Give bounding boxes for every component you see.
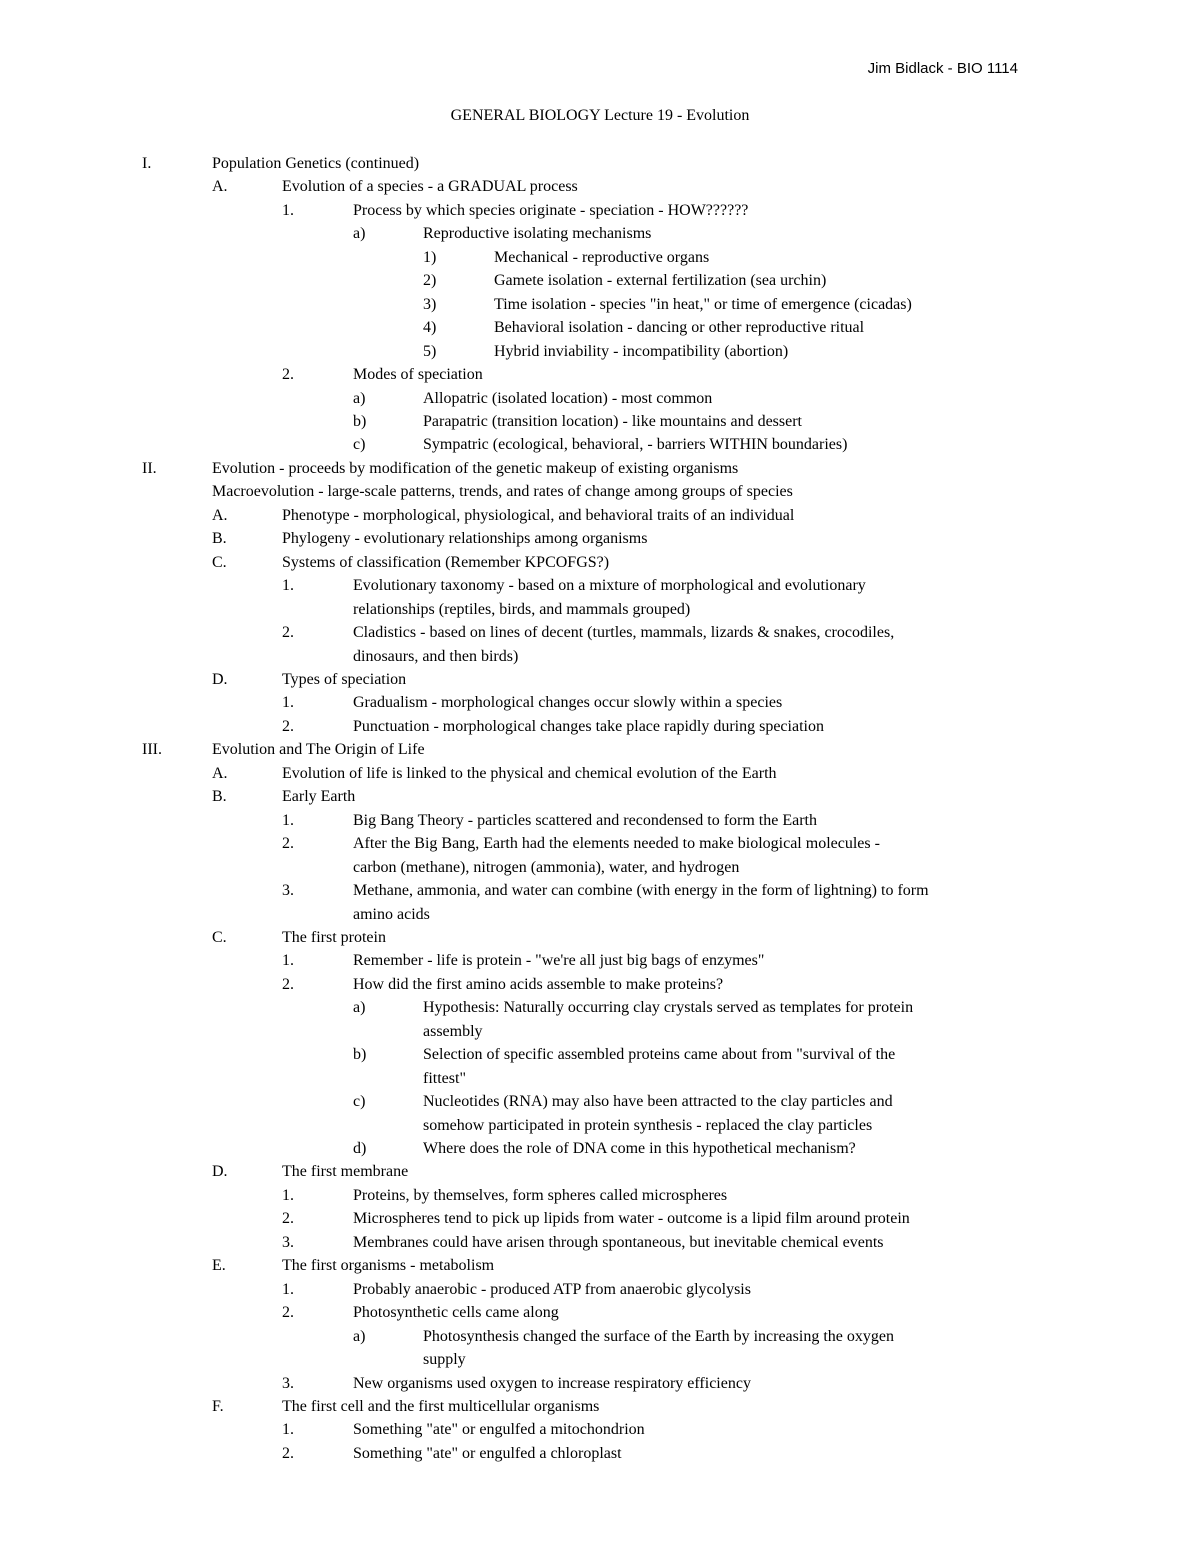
outline-item-number: c)	[353, 436, 366, 454]
outline-item-number: 1.	[282, 201, 294, 219]
outline-item-number: d)	[353, 1140, 367, 1158]
outline-item-text: Time isolation - species "in heat," or time of emergence (cicadas)	[494, 295, 912, 313]
outline-item	[0, 809, 1200, 832]
outline-item	[0, 738, 1200, 761]
outline-item-number: 1.	[282, 952, 294, 970]
outline-item	[0, 574, 1200, 597]
outline-item-number: 1.	[282, 1421, 294, 1439]
outline-item-text: After the Big Bang, Earth had the elements needed to make biological molecules -	[353, 835, 880, 853]
outline-item	[0, 1207, 1200, 1230]
outline-item-text: Behavioral isolation - dancing or other reproductive ritual	[494, 319, 865, 337]
outline-item-text: Parapatric (transition location) - like mountains and dessert	[423, 412, 802, 430]
outline-item-number: a)	[353, 999, 366, 1017]
outline-item-text: Cladistics - based on lines of decent (turtles, mammals, lizards & snakes, crocodiles,	[353, 624, 895, 642]
outline-item-number: C.	[212, 928, 227, 946]
outline-item-text: Gradualism - morphological changes occur slowly within a species	[353, 694, 783, 712]
outline-item	[0, 1137, 1200, 1160]
outline-item-text: Photosynthetic cells came along	[353, 1304, 559, 1322]
outline-item	[0, 1301, 1200, 1324]
outline-item-text: Sympatric (ecological, behavioral, - barriers WITHIN boundaries)	[423, 436, 848, 454]
outline-item	[0, 410, 1200, 433]
outline-item	[0, 949, 1200, 972]
outline-item	[0, 1090, 1200, 1113]
outline-item-text: Evolution of life is linked to the physical and chemical evolution of the Earth	[282, 764, 777, 782]
outline-item	[0, 1372, 1200, 1395]
outline-item-text: The first protein	[282, 928, 386, 946]
outline-item-number: C.	[212, 553, 227, 571]
outline-item	[0, 973, 1200, 996]
outline-item-number: I.	[142, 155, 152, 172]
outline-item-text: How did the first amino acids assemble to make proteins?	[353, 975, 724, 993]
outline-item	[0, 1067, 1200, 1090]
outline-item-number: 2.	[282, 835, 294, 853]
outline-item-text: Early Earth	[282, 788, 356, 806]
author-course-header: Jim Bidlack - BIO 1114	[867, 60, 1018, 77]
outline-item-text: Proteins, by themselves, form spheres called microspheres	[353, 1186, 728, 1204]
outline-item-text: Allopatric (isolated location) - most common	[423, 389, 713, 407]
lecture-outline	[0, 152, 1200, 1465]
outline-item-text: Modes of speciation	[353, 366, 483, 384]
outline-item	[0, 363, 1200, 386]
outline-item	[0, 996, 1200, 1019]
outline-item-text: The first membrane	[282, 1163, 409, 1181]
outline-item	[0, 1325, 1200, 1348]
outline-item-number: B.	[212, 788, 227, 806]
outline-item-number: a)	[353, 225, 366, 243]
outline-item-text: Systems of classification (Remember KPCOFGS?)	[282, 553, 610, 571]
outline-item	[0, 1442, 1200, 1465]
outline-item	[0, 1184, 1200, 1207]
outline-item-text: Phylogeny - evolutionary relationships among organisms	[282, 530, 648, 548]
outline-item-number: 4)	[423, 319, 437, 337]
outline-item	[0, 668, 1200, 691]
outline-item	[0, 222, 1200, 245]
outline-item	[0, 1254, 1200, 1277]
outline-item-text: Process by which species originate - speciation - HOW??????	[353, 201, 749, 219]
outline-item	[0, 246, 1200, 269]
outline-item	[0, 1348, 1200, 1371]
outline-item-number: 2.	[282, 624, 294, 642]
outline-item	[0, 879, 1200, 902]
outline-item-text: carbon (methane), nitrogen (ammonia), water, and hydrogen	[353, 858, 740, 876]
outline-item-text: Punctuation - morphological changes take place rapidly during speciation	[353, 717, 824, 735]
outline-item	[0, 480, 1200, 503]
outline-item-number: 2.	[282, 975, 294, 993]
outline-item	[0, 152, 1200, 175]
outline-item-number: 2.	[282, 366, 294, 384]
outline-item-text: Hypothesis: Naturally occurring clay crystals served as templates for protein	[423, 999, 914, 1017]
outline-item-number: II.	[142, 459, 157, 477]
outline-item-number: 3.	[282, 882, 294, 900]
outline-item-text: assembly	[423, 1022, 483, 1040]
outline-item	[0, 1114, 1200, 1137]
outline-item	[0, 1160, 1200, 1183]
outline-item	[0, 340, 1200, 363]
outline-item	[0, 1020, 1200, 1043]
outline-item-number: b)	[353, 1046, 367, 1064]
outline-item-text: Reproductive isolating mechanisms	[423, 225, 652, 243]
outline-item-text: The first cell and the first multicellular organisms	[282, 1398, 600, 1416]
outline-item	[0, 551, 1200, 574]
outline-item-text: Evolutionary taxonomy - based on a mixture of morphological and evolutionary	[353, 577, 866, 595]
outline-item-text: Nucleotides (RNA) may also have been attracted to the clay particles and	[423, 1093, 893, 1111]
outline-item	[0, 457, 1200, 480]
outline-item	[0, 1278, 1200, 1301]
outline-item-number: 3)	[423, 295, 437, 313]
outline-item-text: Gamete isolation - external fertilization (sea urchin)	[494, 272, 827, 290]
outline-item-text: Hybrid inviability - incompatibility (abortion)	[494, 342, 789, 360]
outline-item-number: 3.	[282, 1233, 294, 1251]
outline-item-number: c)	[353, 1093, 366, 1111]
outline-item-number: b)	[353, 412, 367, 430]
outline-item-text: Types of speciation	[282, 670, 407, 688]
outline-item	[0, 715, 1200, 738]
outline-item-text: Evolution and The Origin of Life	[212, 741, 425, 759]
outline-item-number: A.	[212, 764, 228, 782]
outline-item	[0, 175, 1200, 198]
outline-item-number: 1.	[282, 694, 294, 712]
outline-item	[0, 691, 1200, 714]
outline-item-number: F.	[212, 1398, 224, 1416]
outline-item	[0, 926, 1200, 949]
outline-item-number: 1.	[282, 1186, 294, 1204]
outline-item	[0, 832, 1200, 855]
outline-item-number: B.	[212, 530, 227, 548]
outline-item-text: Something "ate" or engulfed a chloroplast	[353, 1444, 622, 1462]
outline-item-number: 5)	[423, 342, 437, 360]
outline-item	[0, 856, 1200, 879]
outline-item-number: 2.	[282, 717, 294, 735]
outline-item-text: Photosynthesis changed the surface of the Earth by increasing the oxygen	[423, 1327, 894, 1345]
outline-item-number: A.	[212, 178, 228, 196]
outline-item-text: somehow participated in protein synthesis - replaced the clay particles	[423, 1116, 873, 1134]
outline-item-text: Mechanical - reproductive organs	[494, 248, 710, 266]
outline-item-number: E.	[212, 1257, 226, 1275]
outline-item-text: New organisms used oxygen to increase respiratory efficiency	[353, 1374, 751, 1392]
outline-item-text: supply	[423, 1351, 466, 1369]
outline-item	[0, 504, 1200, 527]
outline-item-number: a)	[353, 1327, 366, 1345]
outline-item	[0, 762, 1200, 785]
outline-item-number: III.	[142, 741, 162, 759]
outline-item-number: 1.	[282, 811, 294, 829]
outline-item-number: 2.	[282, 1304, 294, 1322]
outline-item	[0, 598, 1200, 621]
outline-item-number: 2.	[282, 1210, 294, 1228]
outline-item-number: A.	[212, 506, 228, 524]
outline-item-text: fittest"	[423, 1069, 466, 1087]
outline-item-number: 1.	[282, 1280, 294, 1298]
outline-item-text: Phenotype - morphological, physiological, and behavioral traits of an individual	[282, 506, 795, 524]
outline-item-number: 2.	[282, 1444, 294, 1462]
outline-item-text: relationships (reptiles, birds, and mammals grouped)	[353, 600, 691, 618]
outline-item-text: Evolution - proceeds by modification of the genetic makeup of existing organisms	[212, 459, 739, 477]
page-title: GENERAL BIOLOGY Lecture 19 - Evolution	[450, 107, 750, 124]
outline-item-text: amino acids	[353, 905, 430, 923]
outline-item	[0, 269, 1200, 292]
outline-item	[0, 316, 1200, 339]
outline-item	[0, 645, 1200, 668]
outline-item-text: Where does the role of DNA come in this hypothetical mechanism?	[423, 1140, 856, 1158]
outline-item	[0, 785, 1200, 808]
outline-item-text: Probably anaerobic - produced ATP from anaerobic glycolysis	[353, 1280, 751, 1298]
outline-item-text: The first organisms - metabolism	[282, 1257, 495, 1275]
outline-item-text: Microspheres tend to pick up lipids from water - outcome is a lipid film around protein	[353, 1210, 910, 1228]
outline-item-number: a)	[353, 389, 366, 407]
outline-item	[0, 199, 1200, 222]
outline-item-number: 3.	[282, 1374, 294, 1392]
outline-item	[0, 527, 1200, 550]
outline-item	[0, 1231, 1200, 1254]
outline-item-number: 1)	[423, 248, 437, 266]
outline-item-text: dinosaurs, and then birds)	[353, 647, 519, 665]
outline-item-text: Big Bang Theory - particles scattered and recondensed to form the Earth	[353, 811, 817, 829]
outline-item	[0, 433, 1200, 456]
outline-item-text: Selection of specific assembled proteins came about from "survival of the	[423, 1046, 896, 1064]
outline-item-text: Methane, ammonia, and water can combine (with energy in the form of lightning) to form	[353, 882, 929, 900]
outline-item	[0, 1043, 1200, 1066]
outline-item-text: Membranes could have arisen through spontaneous, but inevitable chemical events	[353, 1233, 884, 1251]
outline-item-text: Something "ate" or engulfed a mitochondrion	[353, 1421, 645, 1439]
outline-item-number: D.	[212, 670, 228, 688]
outline-item	[0, 387, 1200, 410]
outline-item	[0, 1395, 1200, 1418]
outline-item	[0, 293, 1200, 316]
outline-item-number: 2)	[423, 272, 437, 290]
outline-item-text: Macroevolution - large-scale patterns, trends, and rates of change among groups of species	[212, 483, 793, 501]
outline-item	[0, 1418, 1200, 1441]
outline-item-text: Evolution of a species - a GRADUAL process	[282, 178, 578, 196]
outline-item	[0, 621, 1200, 644]
outline-item-text: Population Genetics (continued)	[212, 155, 420, 172]
outline-item-number: 1.	[282, 577, 294, 595]
outline-item-text: Remember - life is protein - "we're all just big bags of enzymes"	[353, 952, 765, 970]
outline-item	[0, 903, 1200, 926]
outline-item-number: D.	[212, 1163, 228, 1181]
